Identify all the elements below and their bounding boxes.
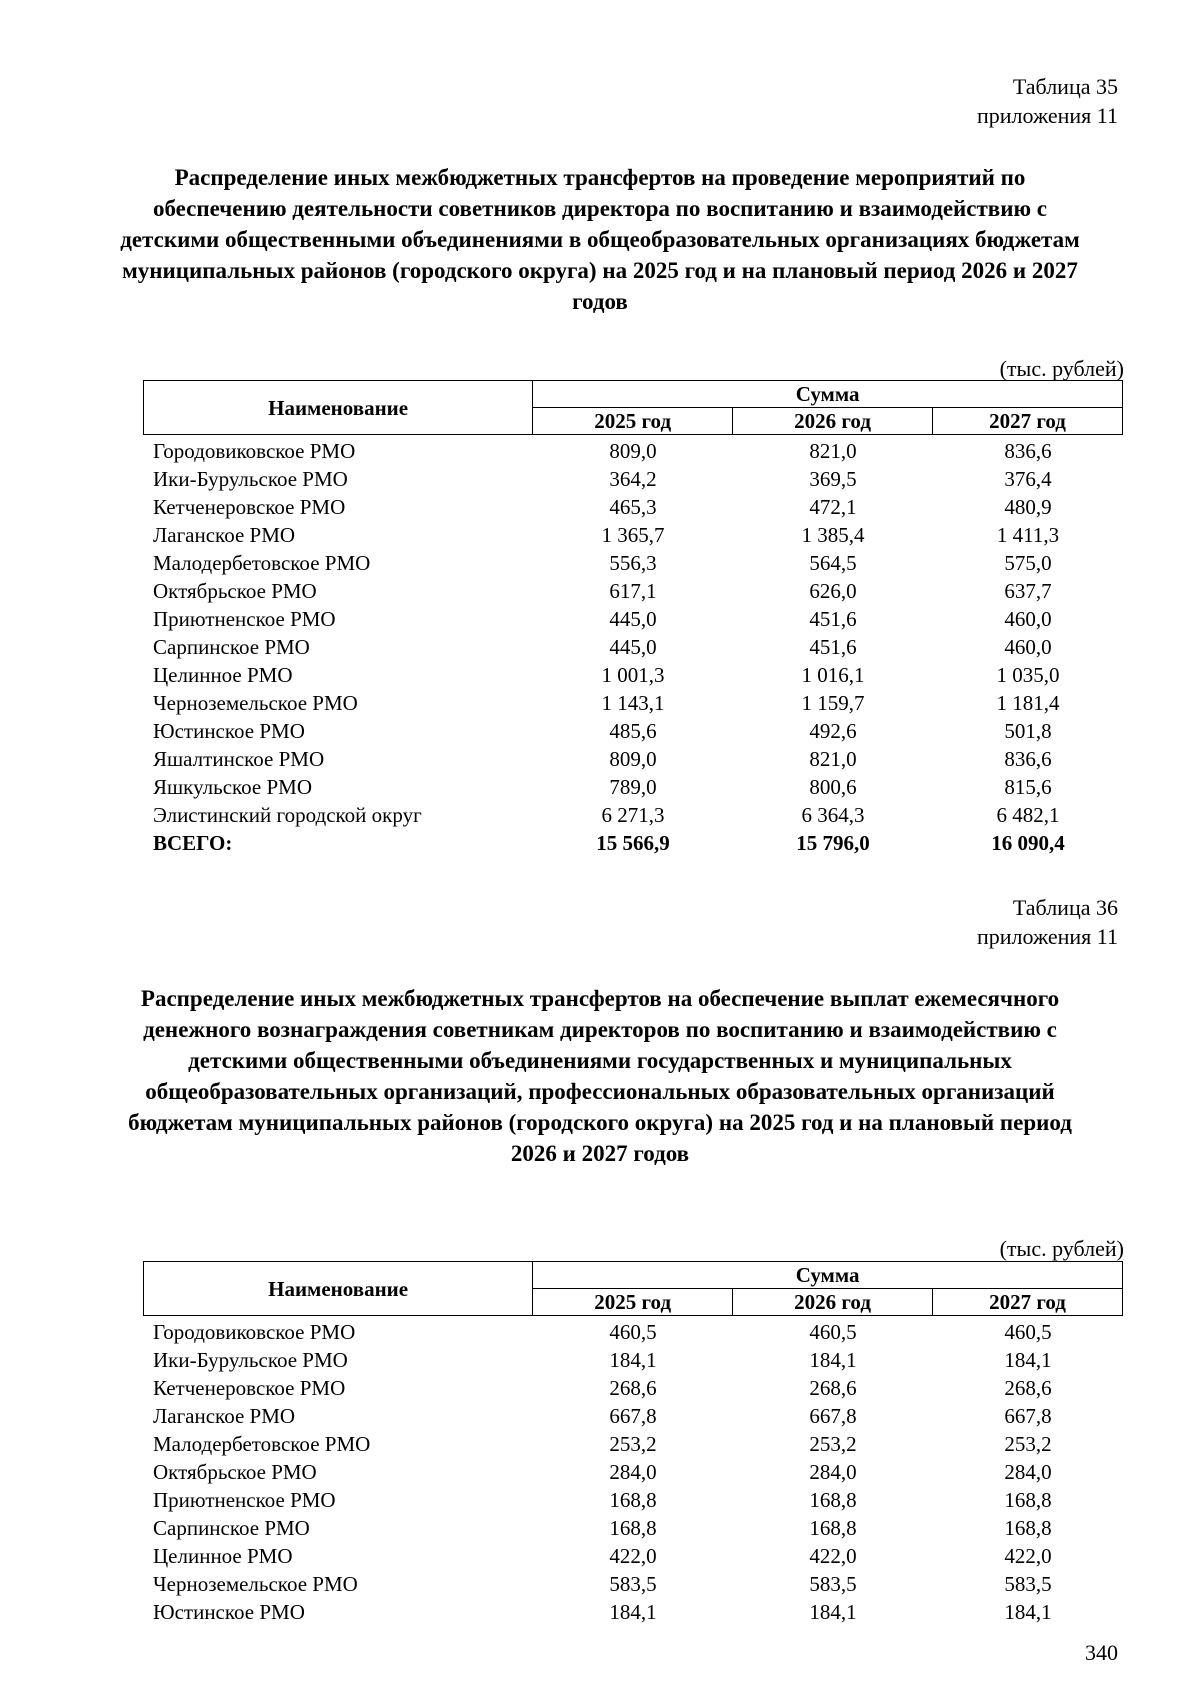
row-name: Кетченеровское РМО bbox=[153, 495, 346, 519]
row-value-2027: 575,0 bbox=[1004, 551, 1052, 575]
row-value-2025: 168,8 bbox=[609, 1488, 657, 1512]
table-row bbox=[143, 1318, 1123, 1346]
table36-units: (тыс. рублей) bbox=[999, 1236, 1124, 1261]
table35-number: Таблица 35 bbox=[1012, 74, 1118, 99]
table35-title: Распределение иных межбюджетных трансфертов на проведение мероприятий по обеспечению деятельности советников директора по воспитанию и взаимодействию с детскими общественными объединениями в общеобразовательных организациях бюджетам муниципальных районов (городского округа) на 2025 год и на плановый период 2026 и 2027 годов bbox=[120, 165, 1080, 314]
table-row bbox=[143, 437, 1123, 465]
page-number: 340 bbox=[1085, 1640, 1118, 1665]
row-value-2025: 364,2 bbox=[609, 467, 657, 491]
row-value-2025: 6 271,3 bbox=[601, 803, 665, 827]
row-name: Малодербетовское РМО bbox=[153, 551, 371, 575]
row-value-2026: 821,0 bbox=[809, 747, 857, 771]
row-value-2025: 789,0 bbox=[609, 775, 657, 799]
table-row bbox=[143, 605, 1123, 633]
row-value-2027: 253,2 bbox=[1004, 1432, 1052, 1456]
table36-header-sum: Сумма bbox=[533, 1262, 1123, 1289]
row-name: Черноземельское РМО bbox=[153, 1572, 358, 1596]
row-name: Сарпинское РМО bbox=[153, 635, 310, 659]
row-value-2025: 583,5 bbox=[609, 1572, 657, 1596]
table35-header bbox=[143, 380, 1123, 435]
row-value-2027: 168,8 bbox=[1004, 1516, 1052, 1540]
table36-number: Таблица 36 bbox=[1012, 895, 1118, 920]
row-value-2026: 253,2 bbox=[809, 1432, 857, 1456]
table-row bbox=[143, 1486, 1123, 1514]
row-value-2026: 1 159,7 bbox=[801, 691, 865, 715]
row-value-2026: 564,5 bbox=[809, 551, 857, 575]
table36-appendix: приложения 11 bbox=[976, 924, 1118, 949]
total-value-2026: 15 796,0 bbox=[796, 831, 870, 855]
row-value-2027: 168,8 bbox=[1004, 1488, 1052, 1512]
row-value-2026: 667,8 bbox=[809, 1404, 857, 1428]
table36-header-2026: 2026 год bbox=[733, 1289, 933, 1316]
row-value-2025: 617,1 bbox=[609, 579, 657, 603]
row-value-2025: 445,0 bbox=[609, 635, 657, 659]
row-value-2026: 451,6 bbox=[809, 635, 857, 659]
row-value-2025: 268,6 bbox=[609, 1376, 657, 1400]
table-row bbox=[143, 1570, 1123, 1598]
table35-header-name: Наименование bbox=[144, 381, 533, 435]
row-value-2027: 836,6 bbox=[1004, 747, 1052, 771]
row-name: Юстинское РМО bbox=[153, 1600, 305, 1624]
table36-header-2027: 2027 год bbox=[933, 1289, 1123, 1316]
row-name: Городовиковское РМО bbox=[153, 1320, 356, 1344]
row-name: Ики-Бурульское РМО bbox=[153, 467, 348, 491]
row-name: Городовиковское РМО bbox=[153, 439, 356, 463]
row-value-2027: 1 035,0 bbox=[996, 663, 1060, 687]
row-value-2026: 284,0 bbox=[809, 1460, 857, 1484]
row-name: Приютненское РМО bbox=[153, 1488, 336, 1512]
row-value-2025: 460,5 bbox=[609, 1320, 657, 1344]
row-value-2026: 1 016,1 bbox=[801, 663, 865, 687]
row-value-2027: 480,9 bbox=[1004, 495, 1052, 519]
table-row bbox=[143, 493, 1123, 521]
row-value-2025: 168,8 bbox=[609, 1516, 657, 1540]
row-value-2027: 460,0 bbox=[1004, 635, 1052, 659]
row-value-2025: 809,0 bbox=[609, 439, 657, 463]
table35-header-sum: Сумма bbox=[533, 381, 1123, 408]
row-value-2025: 253,2 bbox=[609, 1432, 657, 1456]
row-value-2026: 168,8 bbox=[809, 1488, 857, 1512]
row-name: Лаганское РМО bbox=[153, 1404, 296, 1428]
table-row bbox=[143, 1458, 1123, 1486]
total-value-2027: 16 090,4 bbox=[991, 831, 1065, 855]
table-row bbox=[143, 1346, 1123, 1374]
row-value-2027: 667,8 bbox=[1004, 1404, 1052, 1428]
row-name: Элистинский городской округ bbox=[153, 803, 422, 827]
row-value-2027: 637,7 bbox=[1004, 579, 1052, 603]
row-name: Целинное РМО bbox=[153, 1544, 293, 1568]
row-name: Целинное РМО bbox=[153, 663, 293, 687]
table-row bbox=[143, 1598, 1123, 1626]
row-value-2027: 6 482,1 bbox=[996, 803, 1060, 827]
row-value-2026: 583,5 bbox=[809, 1572, 857, 1596]
row-value-2027: 501,8 bbox=[1004, 719, 1052, 743]
table36-label bbox=[977, 893, 1118, 951]
total-value-2025: 15 566,9 bbox=[596, 831, 670, 855]
row-value-2025: 667,8 bbox=[609, 1404, 657, 1428]
table-row bbox=[143, 717, 1123, 745]
row-value-2025: 809,0 bbox=[609, 747, 657, 771]
row-value-2026: 626,0 bbox=[809, 579, 857, 603]
row-value-2025: 1 143,1 bbox=[601, 691, 665, 715]
row-value-2025: 465,3 bbox=[609, 495, 657, 519]
row-name: Ики-Бурульское РМО bbox=[153, 1348, 348, 1372]
row-value-2027: 460,5 bbox=[1004, 1320, 1052, 1344]
table36-body bbox=[143, 1318, 1123, 1626]
row-value-2025: 556,3 bbox=[609, 551, 657, 575]
row-value-2026: 821,0 bbox=[809, 439, 857, 463]
row-name: Октябрьское РМО bbox=[153, 1460, 317, 1484]
table-row bbox=[143, 1402, 1123, 1430]
row-name: Лаганское РМО bbox=[153, 523, 296, 547]
row-value-2027: 583,5 bbox=[1004, 1572, 1052, 1596]
row-name: Черноземельское РМО bbox=[153, 691, 358, 715]
table35-body bbox=[143, 437, 1123, 857]
table-row bbox=[143, 577, 1123, 605]
row-value-2027: 1 181,4 bbox=[996, 691, 1060, 715]
row-value-2027: 184,1 bbox=[1004, 1600, 1052, 1624]
row-value-2025: 1 001,3 bbox=[601, 663, 665, 687]
row-value-2026: 184,1 bbox=[809, 1348, 857, 1372]
table36-header-2025: 2025 год bbox=[533, 1289, 733, 1316]
table35-header-2027: 2027 год bbox=[933, 408, 1123, 435]
table-row bbox=[143, 1542, 1123, 1570]
table-row bbox=[143, 1514, 1123, 1542]
row-value-2027: 836,6 bbox=[1004, 439, 1052, 463]
row-value-2025: 485,6 bbox=[609, 719, 657, 743]
row-value-2025: 184,1 bbox=[609, 1600, 657, 1624]
row-value-2026: 422,0 bbox=[809, 1544, 857, 1568]
table-row bbox=[143, 1374, 1123, 1402]
row-value-2026: 460,5 bbox=[809, 1320, 857, 1344]
table-row bbox=[143, 1430, 1123, 1458]
table-row bbox=[143, 633, 1123, 661]
table-row bbox=[143, 521, 1123, 549]
table35-header-2025: 2025 год bbox=[533, 408, 733, 435]
row-value-2027: 460,0 bbox=[1004, 607, 1052, 631]
row-value-2027: 184,1 bbox=[1004, 1348, 1052, 1372]
row-value-2026: 6 364,3 bbox=[801, 803, 865, 827]
table-row bbox=[143, 661, 1123, 689]
total-label: ВСЕГО: bbox=[153, 831, 233, 855]
table-row bbox=[143, 549, 1123, 577]
row-name: Яшкульское РМО bbox=[153, 775, 313, 799]
row-value-2027: 1 411,3 bbox=[996, 523, 1060, 547]
row-value-2026: 184,1 bbox=[809, 1600, 857, 1624]
table-row bbox=[143, 745, 1123, 773]
row-value-2026: 1 385,4 bbox=[801, 523, 865, 547]
row-name: Приютненское РМО bbox=[153, 607, 336, 631]
row-value-2027: 268,6 bbox=[1004, 1376, 1052, 1400]
row-name: Кетченеровское РМО bbox=[153, 1376, 346, 1400]
table36-header bbox=[143, 1261, 1123, 1316]
row-name: Юстинское РМО bbox=[153, 719, 305, 743]
row-value-2027: 815,6 bbox=[1004, 775, 1052, 799]
row-name: Сарпинское РМО bbox=[153, 1516, 310, 1540]
row-value-2025: 445,0 bbox=[609, 607, 657, 631]
row-value-2027: 376,4 bbox=[1004, 467, 1052, 491]
row-value-2027: 422,0 bbox=[1004, 1544, 1052, 1568]
row-value-2026: 472,1 bbox=[809, 495, 857, 519]
row-name: Октябрьское РМО bbox=[153, 579, 317, 603]
row-value-2026: 800,6 bbox=[809, 775, 857, 799]
row-value-2027: 284,0 bbox=[1004, 1460, 1052, 1484]
total-row bbox=[143, 829, 1123, 857]
row-value-2026: 168,8 bbox=[809, 1516, 857, 1540]
row-value-2025: 184,1 bbox=[609, 1348, 657, 1372]
row-value-2026: 268,6 bbox=[809, 1376, 857, 1400]
table-row bbox=[143, 801, 1123, 829]
table-row bbox=[143, 773, 1123, 801]
row-value-2026: 451,6 bbox=[809, 607, 857, 631]
table-row bbox=[143, 465, 1123, 493]
row-value-2026: 492,6 bbox=[809, 719, 857, 743]
row-value-2025: 284,0 bbox=[609, 1460, 657, 1484]
table36-header-name: Наименование bbox=[144, 1262, 533, 1316]
row-value-2025: 1 365,7 bbox=[601, 523, 665, 547]
row-value-2025: 422,0 bbox=[609, 1544, 657, 1568]
row-name: Яшалтинское РМО bbox=[153, 747, 325, 771]
row-name: Малодербетовское РМО bbox=[153, 1432, 371, 1456]
row-value-2026: 369,5 bbox=[809, 467, 857, 491]
table36-title: Распределение иных межбюджетных трансфертов на обеспечение выплат ежемесячного денежного вознаграждения советникам директоров по воспитанию и взаимодействию с детскими общественными объединениями государственных и муниципальных общеобразовательных организаций, профессиональных образовательных организаций бюджетам муниципальных районов (городского округа) на 2025 год и на плановый период 2026 и 2027 годов bbox=[128, 986, 1072, 1166]
table35-appendix: приложения 11 bbox=[976, 103, 1118, 128]
table35-header-2026: 2026 год bbox=[733, 408, 933, 435]
table-row bbox=[143, 689, 1123, 717]
table35-label bbox=[977, 72, 1118, 130]
table35-units: (тыс. рублей) bbox=[999, 356, 1124, 381]
